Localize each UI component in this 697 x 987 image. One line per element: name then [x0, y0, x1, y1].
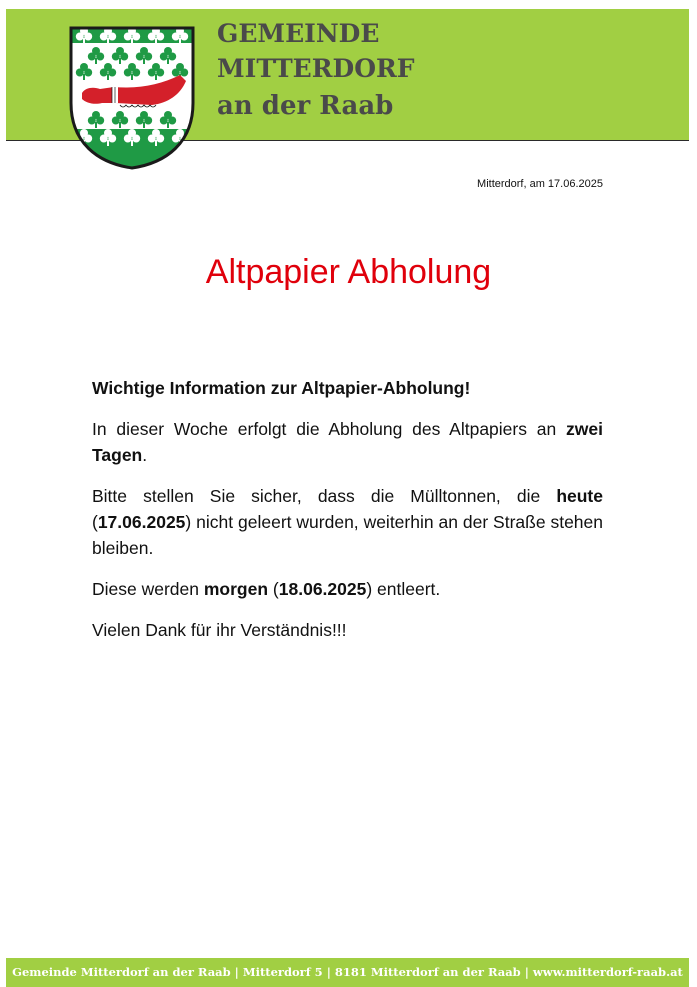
text-run: Diese werden — [92, 579, 204, 599]
municipality-name-line2: MITTERDORF — [217, 54, 415, 83]
emphasis: zwei Tagen — [92, 419, 603, 465]
text-run: ( — [92, 512, 98, 532]
footer-contact: Gemeinde Mitterdorf an der Raab | Mitterdorf 5 | 8181 Mitterdorf an der Raab | www.mitterdorf-raab.at — [12, 965, 683, 979]
emphasis-date: 18.06.2025 — [278, 579, 367, 599]
text-run: ( — [268, 579, 279, 599]
notice-paragraph-2 — [92, 483, 603, 561]
text-run: . — [142, 445, 148, 465]
notice-paragraph-1 — [92, 416, 603, 468]
text-run: In dieser Woche erfolgt die Abholung des Altpapiers an — [92, 419, 567, 439]
date-line: Mitterdorf, am 17.06.2025 — [477, 178, 603, 190]
emphasis: heute — [556, 486, 603, 506]
text-run: ) nicht geleert wurden, weiterhin an der Straße stehen bleiben. — [92, 512, 603, 558]
emphasis-date: 17.06.2025 — [97, 512, 186, 532]
emphasis: morgen — [203, 579, 269, 599]
text-run: Bitte stellen Sie sicher, dass die Mülltonnen, die — [92, 486, 557, 506]
notice-body — [92, 375, 603, 658]
text-run: ) entleert. — [366, 579, 441, 599]
notice-paragraph-3 — [92, 576, 603, 602]
notice-lead: Wichtige Information zur Altpapier-Abholung! — [92, 378, 471, 398]
municipality-name-line3: an der Raab — [217, 91, 394, 121]
coat-of-arms-icon — [68, 25, 196, 171]
municipality-name-line1: GEMEINDE — [217, 19, 380, 48]
page-title: Altpapier Abholung — [205, 253, 492, 291]
notice-closing: Vielen Dank für ihr Verständnis!!! — [92, 620, 347, 640]
